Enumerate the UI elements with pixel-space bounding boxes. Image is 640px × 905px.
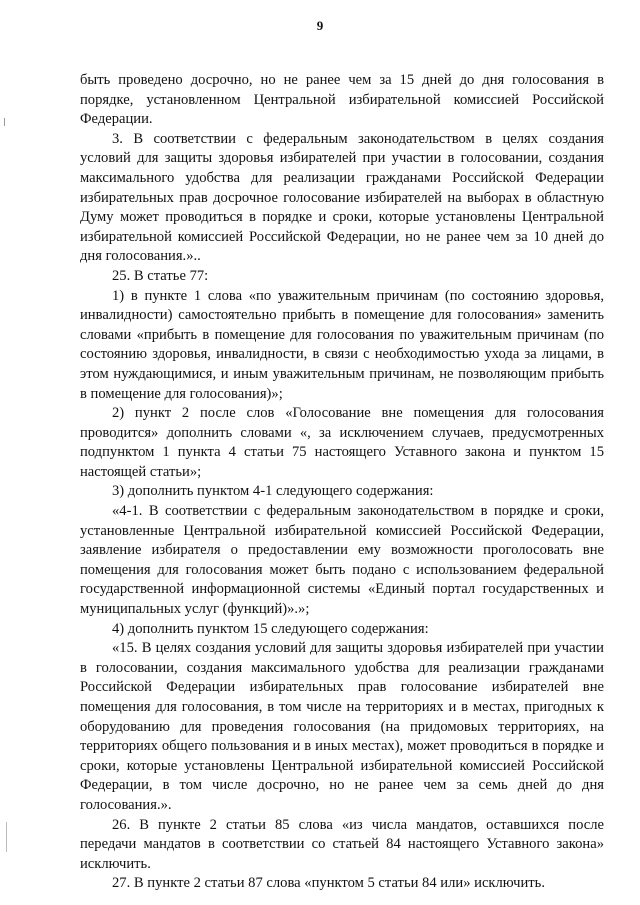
scan-artifact-mark	[6, 822, 7, 852]
paragraph-subitem-1: 1) в пункте 1 слова «по уважительным причинам (по состоянию здоровья, инвалидности) самостоятельно прибыть в помещение для голосования» заменить словами «прибыть в помещение для голосования по уважительным причинам (по состоянию здоровья, инвалидности, в связи с необходимостью ухода за лицами, в этом нуждающимися, и иным уважительным причинам, не позволяющим прибыть в помещение для голосования)»;	[80, 287, 604, 402]
paragraph-subitem-4: 4) дополнить пунктом 15 следующего содержания:	[112, 620, 429, 637]
paragraph-point-4-1: «4-1. В соответствии с федеральным законодательством в порядке и сроки, установленные Центральной избирательной комиссией Российской Федерации, заявление избирателя о предоставлении ему возможности проголосовать вне помещения для голосования может быть подано с использованием федеральной государственной информационной системы «Единый портал государственных и муниципальных услуг (функций)».»;	[80, 503, 604, 618]
paragraph-item-27: 27. В пункте 2 статьи 87 слова «пунктом 5 статьи 84 или» исключить.	[112, 875, 545, 892]
paragraph-point-15: «15. В целях создания условий для защиты здоровья избирателей при участии в голосовании, создания максимального удобства для реализации гражданами Российской Федерации избирательных прав голосование избирателей вне помещения для голосования, в том числе на территориях и в местах, пригодных к оборудованию для проведения голосования (на придомовых территориях, на территориях общего пользования и в иных местах), может проводиться в порядке и сроки, которые установлены Центральной избирательной комиссией Российской Федерации, в том числе досрочно, но не ранее чем за семь дней до дня голосования.».	[80, 640, 604, 813]
paragraph-item-3: 3. В соответствии с федеральным законодательством в целях создания условий для защиты здоровья избирателей при участии в голосовании, создания максимального удобства для реализации гражданами Российской Федерации избирательных прав досрочное голосование избирателей на выборах в областную Думу может проводиться в порядке и сроки, которые установлены Центральной избирательной комиссией Российской Федерации, но не ранее чем за 10 дней до дня голосования.»..	[80, 130, 604, 265]
paragraph-subitem-3: 3) дополнить пунктом 4-1 следующего содержания:	[112, 483, 434, 500]
paragraph-item-25: 25. В статье 77:	[112, 267, 209, 284]
scan-artifact-mark	[4, 118, 5, 126]
paragraph-item-26: 26. В пункте 2 статьи 85 слова «из числа мандатов, оставшихся после передачи мандатов в соответствии со статьей 84 настоящего Уставного закона» исключить.	[80, 816, 604, 872]
document-body	[80, 71, 604, 894]
paragraph-continuation: быть проведено досрочно, но не ранее чем за 15 дней до дня голосования в порядке, установленном Центральной избирательной комиссией Российской Федерации.	[80, 72, 604, 128]
paragraph-subitem-2: 2) пункт 2 после слов «Голосование вне помещения для голосования проводится» дополнить словами «, за исключением случаев, предусмотренных подпунктом 1 пункта 4 статьи 75 настоящего Уставного закона и пунктом 15 настоящей статьи»;	[80, 405, 604, 480]
page-number: 9	[316, 18, 324, 33]
